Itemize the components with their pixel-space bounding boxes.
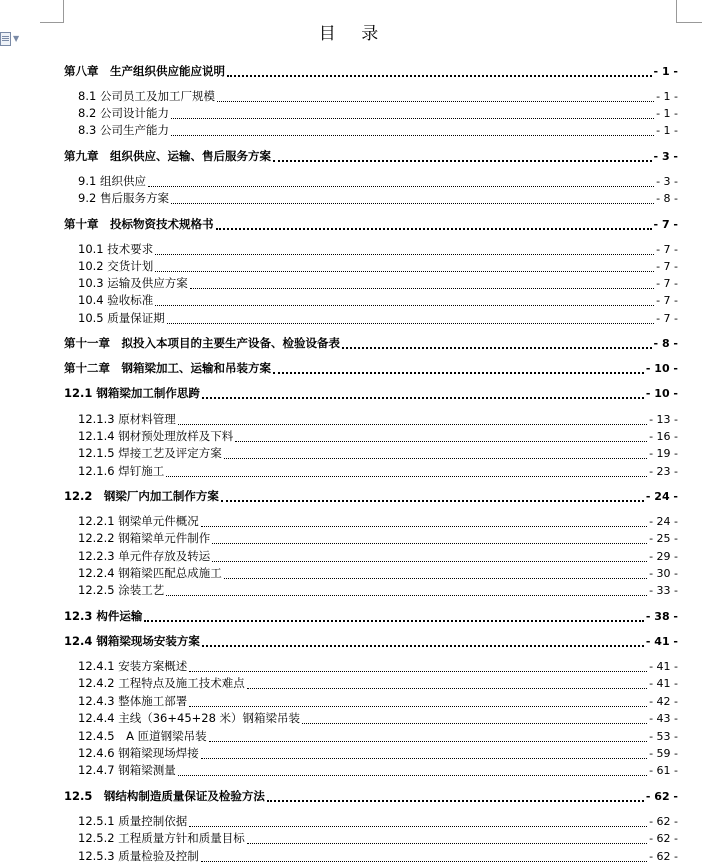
toc-section-entry[interactable] (78, 675, 678, 692)
toc-leader-dots (155, 270, 654, 272)
toc-entry-label: 第八章 生产组织供应能应说明 (64, 64, 225, 78)
toc-entry-label: 9.2 售后服务方案 (78, 191, 169, 205)
toc-chapter-entry[interactable] (64, 385, 678, 402)
toc-entry-page-number: - 7 - (653, 218, 678, 231)
toc-leader-dots (178, 423, 647, 425)
toc-entry-page-number: - 1 - (656, 107, 678, 120)
toc-entry-label: 12.1 钢箱梁加工制作思跨 (64, 386, 200, 400)
toc-leader-dots (155, 304, 654, 306)
toc-entry-page-number: - 8 - (656, 192, 678, 205)
toc-leader-dots (247, 842, 647, 844)
toc-entry-label: 8.1 公司员工及加工厂规模 (78, 89, 215, 103)
toc-entry-page-number: - 30 - (649, 567, 678, 580)
toc-entry-page-number: - 7 - (656, 243, 678, 256)
toc-entry-page-number: - 59 - (649, 747, 678, 760)
toc-entry-label: 12.1.5 焊接工艺及评定方案 (78, 446, 222, 460)
toc-entry-page-number: - 25 - (649, 532, 678, 545)
toc-entry-label: 9.1 组织供应 (78, 174, 146, 188)
toc-leader-dots (302, 722, 647, 724)
toc-leader-dots (171, 202, 654, 204)
toc-leader-dots (148, 185, 654, 187)
toc-entry-label: 12.2.1 钢梁单元件概况 (78, 514, 199, 528)
toc-entry-label: 第十章 投标物资技术规格书 (64, 217, 214, 231)
toc-leader-dots (216, 227, 652, 230)
toc-leader-dots (202, 396, 644, 399)
toc-entry-label: 12.5.1 质量控制依据 (78, 814, 188, 828)
toc-entry-label: 第十二章 钢箱梁加工、运输和吊装方案 (64, 361, 271, 375)
toc-section-entry[interactable] (78, 582, 678, 599)
toc-section-entry[interactable] (78, 428, 678, 445)
toc-chapter-entry[interactable] (64, 488, 678, 505)
toc-entry-page-number: - 61 - (649, 764, 678, 777)
toc-entry-page-number: - 24 - (645, 490, 678, 503)
toc-entry-label: 10.2 交货计划 (78, 259, 154, 273)
toc-entry-page-number: - 62 - (649, 832, 678, 845)
toc-entry-label: 12.1.6 焊钉施工 (78, 464, 165, 478)
toc-entry-page-number: - 1 - (656, 124, 678, 137)
toc-section-entry[interactable] (78, 693, 678, 710)
toc-section-entry[interactable] (78, 105, 678, 122)
toc-chapter-entry[interactable] (64, 335, 678, 352)
toc-leader-dots (247, 687, 647, 689)
toc-entry-page-number: - 41 - (645, 635, 678, 648)
toc-leader-dots (273, 159, 652, 162)
toc-entry-label: 12.4.4 主线（36+45+28 米）钢箱梁吊装 (78, 711, 301, 725)
toc-leader-dots (189, 670, 647, 672)
toc-section-entry[interactable] (78, 292, 678, 309)
toc-leader-dots (166, 594, 647, 596)
toc-leader-dots (221, 499, 644, 502)
toc-entry-label: 12.2.4 钢箱梁匹配总成施工 (78, 566, 222, 580)
toc-chapter-entry[interactable] (64, 216, 678, 233)
toc-entry-label: 10.3 运输及供应方案 (78, 276, 188, 290)
toc-chapter-entry[interactable] (64, 608, 678, 625)
toc-leader-dots (227, 74, 652, 77)
toc-section-entry[interactable] (78, 728, 678, 745)
toc-leader-dots (209, 740, 647, 742)
toc-entry-label: 12.4.2 工程特点及施工技术难点 (78, 676, 245, 690)
toc-leader-dots (212, 542, 647, 544)
toc-section-entry[interactable] (78, 88, 678, 105)
toc-section-entry[interactable] (78, 122, 678, 139)
toc-entry-page-number: - 42 - (649, 695, 678, 708)
toc-leader-dots (171, 134, 654, 136)
toc-entry-page-number: - 7 - (656, 294, 678, 307)
toc-entry-label: 12.3 构件运输 (64, 609, 143, 623)
toc-entry-label: 12.4.7 钢箱梁测量 (78, 763, 176, 777)
toc-section-entry[interactable] (78, 565, 678, 582)
toc-leader-dots (342, 346, 652, 349)
toc-entry-label: 12.5 钢结构制造质量保证及检验方法 (64, 789, 265, 803)
toc-section-entry[interactable] (78, 275, 678, 292)
toc-chapter-entry[interactable] (64, 788, 678, 805)
toc-title: 目 录 (318, 24, 389, 44)
toc-leader-dots (267, 799, 644, 802)
toc-entry-label: 12.2.2 钢箱梁单元件制作 (78, 531, 211, 545)
toc-entry-label: 12.4.5 A 匝道钢梁吊装 (78, 729, 207, 743)
toc-leader-dots (144, 619, 644, 622)
toc-section-entry[interactable] (78, 445, 678, 462)
toc-leader-dots (224, 577, 647, 579)
toc-entry-page-number: - 1 - (653, 65, 678, 78)
toc-section-entry[interactable] (78, 745, 678, 762)
toc-entry-page-number: - 23 - (649, 465, 678, 478)
toc-section-entry[interactable] (78, 463, 678, 480)
toc-section-entry[interactable] (78, 530, 678, 547)
toc-entry-page-number: - 7 - (656, 312, 678, 325)
toc-leader-dots (273, 371, 644, 374)
toc-entry-label: 12.5.3 质量检验及控制 (78, 849, 199, 863)
toc-entry-page-number: - 19 - (649, 447, 678, 460)
toc-entry-label: 10.1 技术要求 (78, 242, 154, 256)
toc-chapter-entry[interactable] (64, 633, 678, 650)
toc-entry-page-number: - 3 - (656, 175, 678, 188)
toc-leader-dots (201, 525, 647, 527)
toc-entry-page-number: - 41 - (649, 660, 678, 673)
toc-entry-page-number: - 7 - (656, 260, 678, 273)
toc-entry-page-number: - 10 - (645, 362, 678, 375)
toc-entry-label: 12.4 钢箱梁现场安装方案 (64, 634, 200, 648)
toc-entry-label: 第九章 组织供应、运输、售后服务方案 (64, 149, 271, 163)
toc-entry-label: 第十一章 拟投入本项目的主要生产设备、检验设备表 (64, 336, 340, 350)
toc-leader-dots (178, 774, 647, 776)
toc-section-entry[interactable] (78, 310, 678, 327)
toc-leader-dots (167, 322, 654, 324)
toc-entry-label: 12.2.3 单元件存放及转运 (78, 549, 211, 563)
toc-entry-label: 12.2 钢梁厂内加工制作方案 (64, 489, 219, 503)
toc-entry-page-number: - 29 - (649, 550, 678, 563)
toc-entry-page-number: - 33 - (649, 584, 678, 597)
toc-chapter-entry[interactable] (64, 63, 678, 80)
toc-section-entry[interactable] (78, 411, 678, 428)
toc-leader-dots (189, 825, 647, 827)
toc-entry-page-number: - 1 - (656, 90, 678, 103)
toc-entry-label: 12.1.4 钢材预处理放样及下料 (78, 429, 234, 443)
toc-entry-label: 10.4 验收标准 (78, 293, 154, 307)
toc-entry-page-number: - 41 - (649, 677, 678, 690)
toc-leader-dots (201, 757, 647, 759)
toc-entry-page-number: - 24 - (649, 515, 678, 528)
toc-section-entry[interactable] (78, 258, 678, 275)
toc-chapter-entry[interactable] (64, 360, 678, 377)
toc-leader-dots (224, 457, 647, 459)
toc-entry-label: 12.1.3 原材料管理 (78, 412, 176, 426)
toc-entry-label: 12.4.1 安装方案概述 (78, 659, 188, 673)
toc-leader-dots (171, 117, 654, 119)
toc-section-entry[interactable] (78, 548, 678, 565)
toc-section-entry[interactable] (78, 658, 678, 675)
toc-leader-dots (217, 100, 654, 102)
toc-entry-page-number: - 43 - (649, 712, 678, 725)
toc-section-entry[interactable] (78, 173, 678, 190)
toc-leader-dots (212, 560, 647, 562)
toc-entry-page-number: - 10 - (645, 387, 678, 400)
toc-entry-page-number: - 53 - (649, 730, 678, 743)
toc-leader-dots (190, 287, 654, 289)
toc-section-entry[interactable] (78, 813, 678, 830)
toc-entry-label: 12.4.3 整体施工部署 (78, 694, 188, 708)
toc-section-entry[interactable] (78, 190, 678, 207)
toc-leader-dots (155, 253, 654, 255)
toc-entry-page-number: - 3 - (653, 150, 678, 163)
toc-entry-label: 8.3 公司生产能力 (78, 123, 169, 137)
toc-entry-page-number: - 7 - (656, 277, 678, 290)
toc-chapter-entry[interactable] (64, 148, 678, 165)
toc-entry-label: 12.2.5 涂装工艺 (78, 583, 165, 597)
toc-section-entry[interactable] (78, 513, 678, 530)
toc-entry-page-number: - 62 - (645, 790, 678, 803)
toc-entry-label: 12.4.6 钢箱梁现场焊接 (78, 746, 199, 760)
toc-entry-page-number: - 16 - (649, 430, 678, 443)
toc-section-entry[interactable] (78, 762, 678, 779)
toc-leader-dots (189, 705, 647, 707)
toc-entry-label: 12.5.2 工程质量方针和质量目标 (78, 831, 245, 845)
toc-section-entry[interactable] (78, 830, 678, 847)
toc-section-entry[interactable] (78, 848, 678, 865)
toc-entry-label: 10.5 质量保证期 (78, 311, 165, 325)
toc-leader-dots (201, 860, 647, 862)
toc-entry-page-number: - 62 - (649, 850, 678, 863)
chevron-down-icon: ▼ (13, 34, 20, 43)
toc-section-entry[interactable] (78, 710, 678, 727)
toc-entry-page-number: - 38 - (645, 610, 678, 623)
toc-entry-label: 8.2 公司设计能力 (78, 106, 169, 120)
toc-entry-page-number: - 13 - (649, 413, 678, 426)
toc-leader-dots (235, 440, 647, 442)
toc-section-entry[interactable] (78, 241, 678, 258)
toc-entry-page-number: - 8 - (653, 337, 678, 350)
toc-leader-dots (202, 644, 644, 647)
toc-entry-page-number: - 62 - (649, 815, 678, 828)
toc-leader-dots (166, 475, 647, 477)
